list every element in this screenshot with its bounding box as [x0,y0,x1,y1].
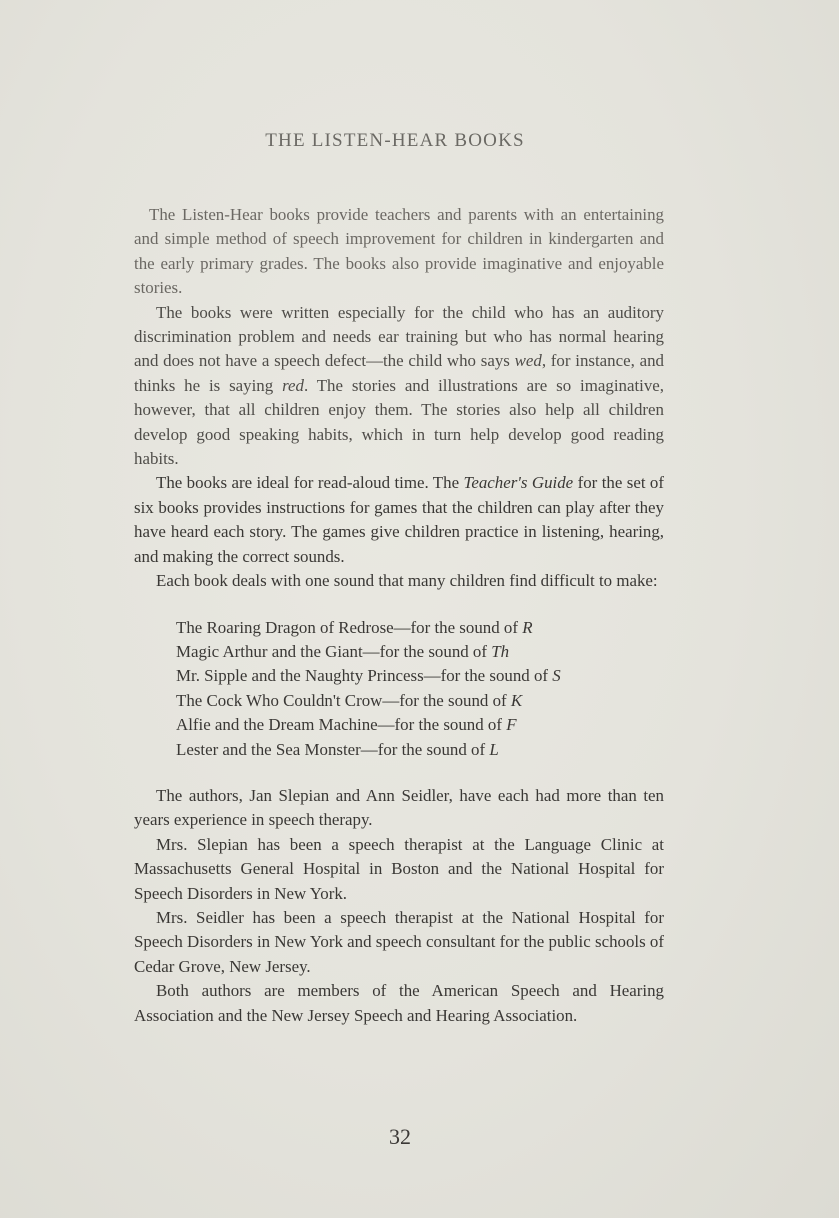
page-title: THE LISTEN-HEAR BOOKS [265,130,525,151]
book-title: Magic Arthur and the Giant—for the sound of [176,641,492,661]
paragraph-slepian: Mrs. Slepian has been a speech therapist at the Language Clinic at Massachusetts General Hospital in Boston and the National Hospital for Speech Disorders in New York. [134,834,664,903]
book-title: Alfie and the Dream Machine—for the sound of [176,715,507,735]
book-title: The Roaring Dragon of Redrose—for the sound of [176,617,523,637]
paragraph-memberships: Both authors are members of the American Speech and Hearing Association and the New Jersey Speech and Hearing Association. [134,981,664,1025]
paragraph-read-aloud-start: The books are ideal for read-aloud time. The [156,473,464,493]
book-list-item [176,689,664,713]
paragraph-intro: The Listen-Hear books provide teachers and parents with an entertaining and simple method of speech improvement for children in kindergarten and the early primary grades. The books also provide imaginative and enjoyable stories. [134,205,664,298]
sound-letter: Th [491,641,510,661]
book-list-item [176,640,664,664]
teachers-guide-title: Teacher's Guide [463,473,574,493]
sound-letter: S [552,666,561,686]
book-title: Mr. Sipple and the Naughty Princess—for the sound of [176,666,553,686]
paragraph-read-aloud [134,471,664,569]
sound-letter: K [510,690,523,710]
paragraph-seidler: Mrs. Seidler has been a speech therapist at the National Hospital for Speech Disorders in New York and speech consultant for the public schools of Cedar Grove, New Jersey. [134,907,664,976]
example-word-red: red [282,375,304,395]
paragraph-read-aloud-end: for the set of six books provides instructions for games that the children can play after they have heard each story. The games give children practice in listening, hearing, and making the correct sounds. [134,473,664,566]
book-list [176,616,664,762]
body-text [134,203,664,1028]
paragraph-purpose-end: . The stories and illustrations are so imaginative, however, that all children enjoy them. The stories also help all children develop good speaking habits, which in turn help develop good reading habits. [134,375,665,469]
paragraph-purpose-mid: , for instance, and thinks he is saying [134,351,664,395]
paragraph-purpose [134,301,664,472]
sound-letter: L [489,739,499,759]
paragraph-sounds-intro: Each book deals with one sound that many children find difficult to make: [156,571,658,591]
book-list-item [176,616,664,640]
paragraph-authors: The authors, Jan Slepian and Ann Seidler, have each had more than ten years experience in speech therapy. [134,785,664,830]
book-title: The Cock Who Couldn't Crow—for the sound of [176,690,511,710]
book-list-item [176,713,664,737]
sound-letter: F [506,715,517,735]
example-word-wed: wed [514,351,542,371]
paragraph-purpose-start: The books were written especially for the child who has an auditory discrimination problem and needs ear training but who has normal hearing and does not have a speech defect—the child who says [134,302,664,371]
page-number: 32 [389,1124,411,1149]
sound-letter: R [522,617,533,637]
book-list-item [176,664,664,688]
book-list-item [176,738,664,762]
book-title: Lester and the Sea Monster—for the sound of [176,739,490,759]
